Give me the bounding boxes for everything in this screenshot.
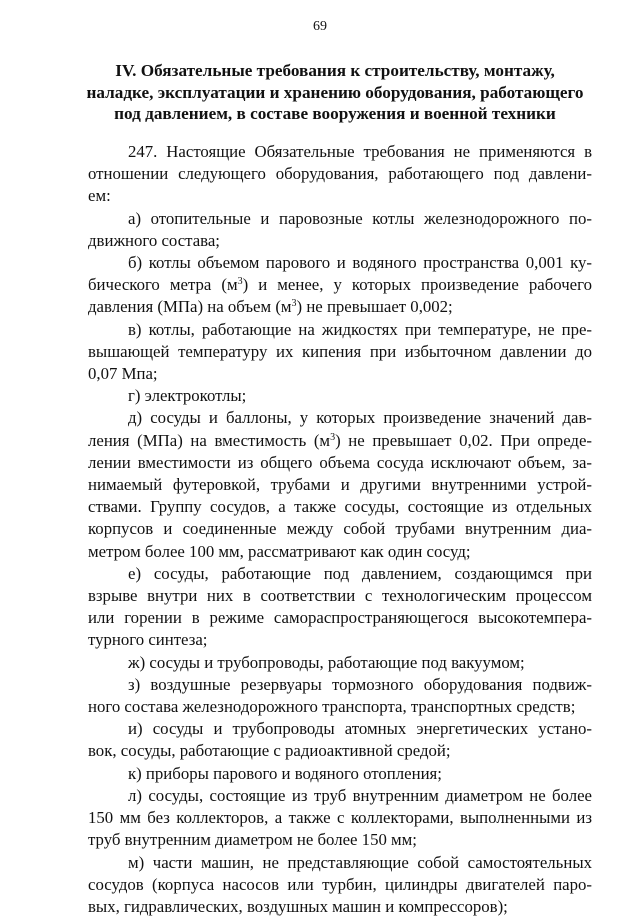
list-item-v-line: вышающей температуру их кипения при избыточном давлении до	[88, 341, 592, 361]
list-item-z-line: з) воздушные резервуары тормозного оборудования подвиж-	[128, 674, 592, 694]
list-item-l-line: 150 мм без коллекторов, а также с коллекторами, выполненными из	[88, 808, 592, 828]
list-item-e-line: е) сосуды, работающие под давлением, создающимся при	[128, 563, 592, 583]
superscript: 3	[291, 298, 297, 310]
list-item-m-line: вых, гидравлических, воздушных машин и компрессоров);	[88, 896, 508, 916]
paragraph-247-line: ем:	[88, 186, 111, 206]
text-fragment: ) не превышает 0,002;	[296, 297, 453, 317]
text-fragment: ления (МПа) на вместимость (м	[88, 430, 331, 450]
list-item-v-line: в) котлы, работающие на жидкостях при температуре, не пре-	[128, 319, 592, 339]
list-item-m-line: м) части машин, не представляющие собой самостоятельных	[128, 852, 592, 872]
list-item-i-line: и) сосуды и трубопроводы атомных энергетических устано-	[128, 719, 592, 739]
section-heading-line: IV. Обязательные требования к строительству, монтажу,	[115, 61, 555, 80]
list-item-d-line: метром более 100 мм, рассматривают как один сосуд;	[88, 541, 471, 561]
text-fragment: бического метра (м	[88, 275, 238, 295]
list-item-e-line: или горении в режиме самораспространяющегося высокотемпера-	[88, 608, 592, 628]
list-item-a-line: движного состава;	[88, 230, 220, 250]
superscript: 3	[237, 276, 243, 288]
list-item-d-line: корпусов и соединенные между собой трубами внутренним диа-	[88, 519, 592, 539]
list-item-i-line: вок, сосуды, работающие с радиоактивной средой;	[88, 741, 451, 761]
list-item-d-line	[88, 430, 592, 452]
list-item-k-line: к) приборы парового и водяного отопления;	[128, 763, 442, 783]
list-item-a-line: а) отопительные и паровозные котлы железнодорожного по-	[128, 208, 592, 228]
list-item-l-line: труб внутренним диаметром не более 150 мм;	[88, 830, 417, 850]
text-fragment: ) и менее, у которых произведение рабочего	[242, 275, 592, 295]
list-item-l-line: л) сосуды, состоящие из труб внутренним диаметром не более	[128, 785, 592, 805]
list-item-d-line: ствами. Группу сосудов, а также сосуды, состоящие из отдельных	[88, 497, 592, 517]
list-item-d-line: нимаемый футеровкой, трубами и другими внутренними устрой-	[88, 475, 592, 495]
section-heading-line: наладке, эксплуатации и хранению оборудования, работающего	[86, 82, 584, 102]
superscript: 3	[330, 431, 336, 443]
text-fragment: давления (МПа) на объем (м	[88, 297, 292, 317]
list-item-b-line: б) котлы объемом парового и водяного пространства 0,001 ку-	[128, 253, 592, 273]
section-heading-line: под давлением, в составе вооружения и военной техники	[114, 104, 556, 123]
paragraph-247-line: 247. Настоящие Обязательные требования не применяются в	[128, 142, 592, 161]
text-fragment: ) не превышает 0,02. При опреде-	[335, 430, 592, 450]
section-heading	[70, 60, 600, 125]
body-text	[88, 141, 592, 918]
list-item-e-line: взрыве внутри них в соответствии с технологическим процессом	[88, 586, 592, 606]
list-item-b-line	[88, 296, 592, 318]
list-item-v-line: 0,07 Мпа;	[88, 364, 158, 384]
list-item-z-line: ного состава железнодорожного транспорта, транспортных средств;	[88, 697, 576, 717]
list-item-g-line: г) электрокотлы;	[128, 386, 247, 406]
page-number: 69	[313, 19, 327, 34]
list-item-d-line: лении вместимости из общего объема сосуда исключают объем, за-	[88, 452, 592, 472]
paragraph-247-line: отношении следующего оборудования, работающего под давлени-	[88, 164, 592, 184]
list-item-d-line: д) сосуды и баллоны, у которых произведение значений дав-	[128, 408, 592, 428]
list-item-zh-line: ж) сосуды и трубопроводы, работающие под вакуумом;	[128, 652, 525, 672]
list-item-e-line: турного синтеза;	[88, 630, 208, 650]
list-item-m-line: сосудов (корпуса насосов или турбин, цилиндры двигателей паро-	[88, 874, 592, 894]
list-item-b-line	[88, 274, 592, 296]
